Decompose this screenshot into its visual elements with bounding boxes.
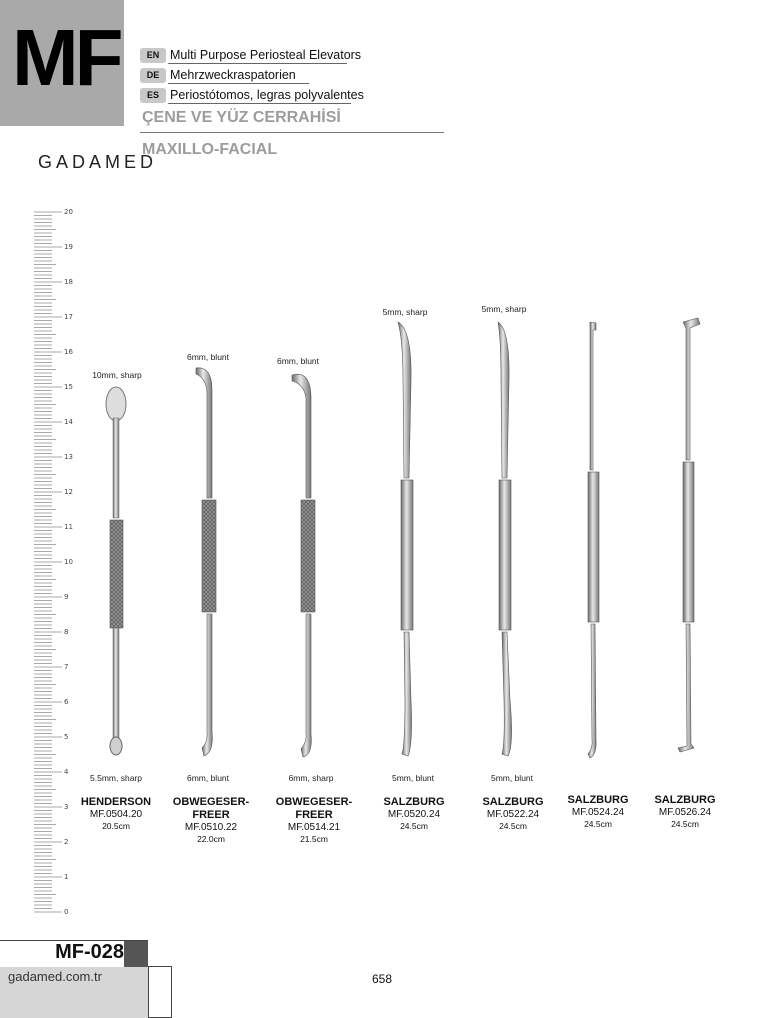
ruler-label: 20: [64, 208, 73, 216]
lang-text: Multi Purpose Periosteal Elevators: [170, 48, 362, 62]
title-divider: [140, 132, 444, 133]
page-number: 658: [372, 972, 393, 986]
instrument-length: 24.5cm: [499, 821, 527, 831]
instrument-caption-salzburg-4: [630, 794, 740, 830]
bottom-label: 6mm, blunt: [186, 773, 230, 783]
top-label: 5mm, sharp: [481, 304, 527, 314]
catalog-code: MF-028: [55, 941, 124, 963]
ruler-label: 9: [64, 593, 69, 601]
logo-text: GADAMED: [38, 152, 158, 172]
lang-row-es: [140, 87, 440, 104]
bottom-label: 5mm, blunt: [391, 773, 435, 783]
top-label: 5mm, sharp: [382, 307, 428, 317]
instruments-illustration: [80, 300, 740, 770]
instrument-salzburg-2: [498, 322, 512, 756]
instrument-code: MF.0520.24: [387, 809, 441, 820]
instrument-code: MF.0504.20: [89, 809, 143, 820]
section-code: MF: [12, 13, 120, 102]
bottom-label: 6mm, sharp: [288, 773, 334, 783]
ruler-label: 15: [64, 383, 73, 391]
instrument-caption-salzburg-1: [359, 796, 469, 832]
instrument-obwegeser-freer-2: [292, 374, 315, 757]
ruler-label: 19: [64, 243, 73, 251]
instrument-name: OBWEGESER- FREER: [172, 796, 250, 821]
divider: [168, 83, 309, 84]
title-turkish: ÇENE VE YÜZ CERRAHİSİ: [142, 109, 341, 126]
lang-row-en: [140, 47, 440, 64]
instrument-code: MF.0524.24: [571, 807, 625, 818]
ruler-label: 18: [64, 278, 73, 286]
gadamed-logo: [38, 152, 157, 173]
ruler-label: 17: [64, 313, 73, 321]
instrument-caption-obwegeser-2: [259, 796, 369, 845]
mf-section-block: [0, 0, 124, 126]
lang-text: Periostótomos, legras polyvalentes: [170, 88, 364, 102]
website-link[interactable]: gadamed.com.tr: [8, 969, 102, 984]
bottom-label: 5mm, blunt: [490, 773, 534, 783]
instrument-code: MF.0522.24: [486, 809, 540, 820]
instrument-name: HENDERSON: [80, 796, 152, 808]
ruler-label: 5: [64, 733, 69, 741]
instrument-name: OBWEGESER- FREER: [275, 796, 353, 821]
instrument-caption-obwegeser-1: [156, 796, 266, 845]
ruler-label: 2: [64, 838, 69, 846]
lang-code: ES: [140, 88, 166, 103]
instrument-length: 22.0cm: [197, 834, 225, 844]
instrument-salzburg-3: [588, 322, 599, 758]
lang-code: EN: [140, 48, 166, 63]
instrument-salzburg-1: [398, 322, 413, 756]
ruler-label: 13: [64, 453, 73, 461]
ruler-label: 8: [64, 628, 69, 636]
lang-code: DE: [140, 68, 166, 83]
footer-accent: [124, 941, 148, 967]
top-label: 6mm, blunt: [276, 356, 320, 366]
ruler-label: 0: [64, 908, 69, 916]
ruler-label: 16: [64, 348, 73, 356]
instrument-salzburg-4: [678, 318, 700, 752]
top-label: 6mm, blunt: [186, 352, 230, 362]
instrument-name: SALZBURG: [383, 796, 445, 808]
ruler-label: 10: [64, 558, 73, 566]
instrument-caption-henderson: [61, 796, 171, 832]
ruler-label: 6: [64, 698, 69, 706]
instrument-code: MF.0510.22: [184, 822, 238, 833]
divider: [168, 103, 351, 104]
instrument-length: 24.5cm: [671, 819, 699, 829]
instrument-length: 21.5cm: [300, 834, 328, 844]
instrument-henderson: [106, 387, 126, 755]
ruler-label: 1: [64, 873, 69, 881]
ruler-label: 14: [64, 418, 73, 426]
lang-text: Mehrzweckraspatorien: [170, 68, 296, 82]
ruler-label: 7: [64, 663, 69, 671]
ruler-label: 4: [64, 768, 69, 776]
title-english: MAXILLO-FACIAL: [142, 141, 278, 158]
bottom-label: 5.5mm, sharp: [90, 773, 142, 783]
instrument-obwegeser-freer-1: [196, 368, 216, 756]
divider: [168, 63, 347, 64]
footer-frame: [148, 966, 172, 1018]
ruler-label: 3: [64, 803, 69, 811]
instrument-name: SALZBURG: [654, 794, 716, 806]
instrument-length: 24.5cm: [400, 821, 428, 831]
instrument-length: 24.5cm: [584, 819, 612, 829]
instrument-length: 20.5cm: [102, 821, 130, 831]
lang-row-de: [140, 67, 440, 84]
instrument-code: MF.0514.21: [287, 822, 341, 833]
instrument-name: SALZBURG: [482, 796, 544, 808]
top-label: 10mm, sharp: [92, 370, 142, 380]
instrument-code: MF.0526.24: [658, 807, 712, 818]
ruler-label: 12: [64, 488, 73, 496]
ruler-label: 11: [64, 523, 73, 531]
instrument-name: SALZBURG: [567, 794, 629, 806]
